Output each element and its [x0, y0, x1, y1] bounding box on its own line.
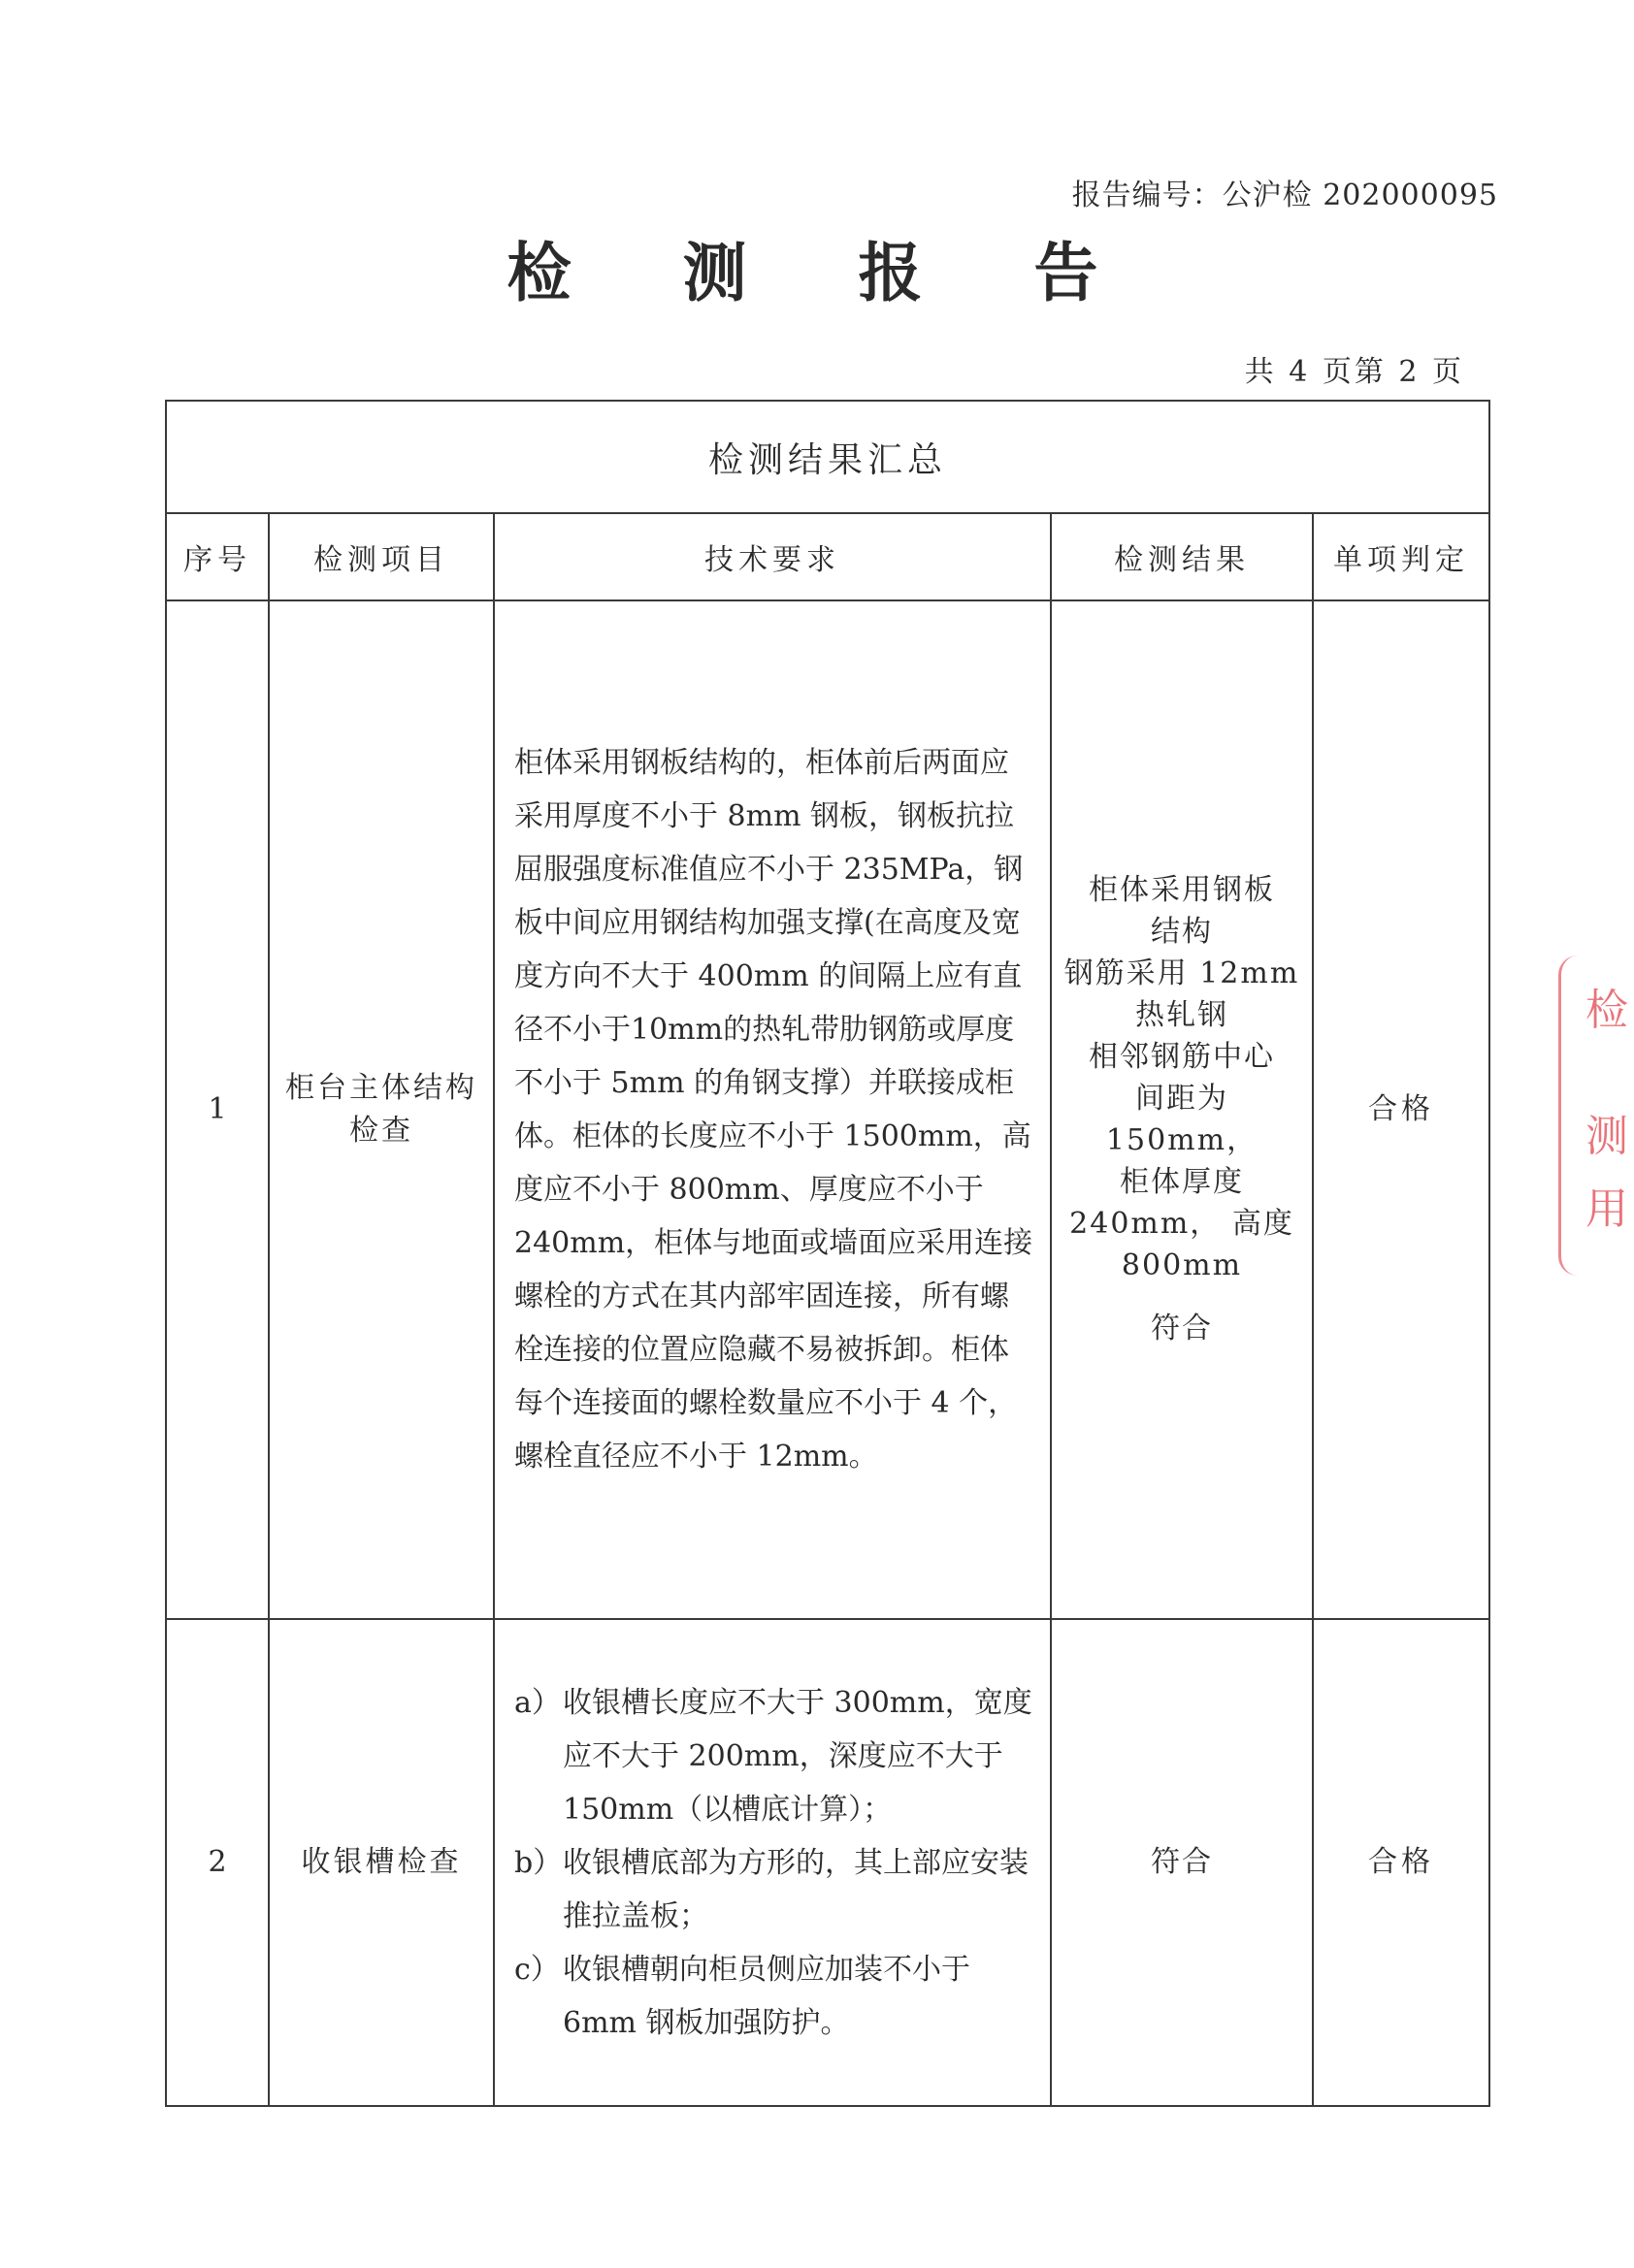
row-requirement: 柜体采用钢板结构的，柜体前后两面应采用厚度不小于 8mm 钢板，钢板抗拉屈服强度标准值应不小于 235MPa，钢板中间应用钢结构加强支撑(在高度及宽度方向不大于 400mm 的间隔上应有直径不小于10mm的热轧带肋钢筋或厚度不小于 5mm 的角钢支撑）并联接成柜体。柜体的长度应不小于 1500mm，高度应不小于 800mm、厚度应不小于 240mm，柜体与地面或墙面应采用连接螺栓的方式在其内部牢固连接，所有螺栓连接的位置应隐藏不易被拆卸。柜体每个连接面的螺栓数量应不小于 4 个，螺栓直径应不小于 12mm。: [494, 600, 1051, 1619]
requirement-list-item: [514, 1676, 1036, 1836]
column-header-requirement: 技术要求: [494, 513, 1051, 600]
row-result: [1051, 600, 1313, 1619]
table-header-row: [166, 513, 1489, 600]
result-line: 钢筋采用 12mm: [1063, 956, 1300, 990]
official-seal-stamp: [1558, 956, 1634, 1276]
report-title: 检 测 报 告: [507, 235, 1143, 310]
table-row: [166, 1619, 1489, 2106]
requirement-list-item: [514, 1836, 1036, 1943]
column-header-index: 序号: [166, 513, 269, 600]
result-line: 240mm， 高度: [1069, 1207, 1294, 1241]
row-item: 柜台主体结构检查: [269, 600, 494, 1619]
stamp-char: 检: [1585, 986, 1628, 1035]
page-indicator: 共 4 页第 2 页: [1244, 355, 1464, 389]
column-header-item: 检测项目: [269, 513, 494, 600]
stamp-char: 测: [1585, 1112, 1628, 1161]
row-index: 1: [166, 600, 269, 1619]
list-marker: b）: [514, 1845, 563, 1880]
result-line: 800mm: [1121, 1248, 1243, 1282]
result-line: 柜体采用钢板: [1089, 873, 1275, 907]
results-summary-table: [165, 400, 1490, 2107]
list-text: 收银槽朝向柜员侧应加装不小于 6mm 钢板加强防护。: [563, 1952, 970, 2040]
column-header-result: 检测结果: [1051, 513, 1313, 600]
report-number: 报告编号：公沪检 202000095: [1071, 178, 1498, 212]
requirement-list-item: [514, 1943, 1036, 2050]
row-requirement: [494, 1619, 1051, 2106]
result-status: 符合: [1151, 1312, 1213, 1345]
list-text: 收银槽底部为方形的，其上部应安装推拉盖板；: [563, 1845, 1029, 1933]
stamp-char: 用: [1585, 1184, 1628, 1234]
list-marker: a）: [514, 1685, 561, 1720]
row-result: 符合: [1051, 1619, 1313, 2106]
list-marker: c）: [514, 1952, 560, 1987]
result-line: 相邻钢筋中心: [1089, 1040, 1275, 1074]
row-judgement: 合格: [1313, 600, 1489, 1619]
row-judgement: 合格: [1313, 1619, 1489, 2106]
column-header-judgement: 单项判定: [1313, 513, 1489, 600]
row-item: 收银槽检查: [269, 1619, 494, 2106]
row-index: 2: [166, 1619, 269, 2106]
summary-title: 检测结果汇总: [166, 401, 1489, 513]
table-row: [166, 600, 1489, 1619]
result-line: 柜体厚度: [1120, 1165, 1244, 1199]
result-line: 热轧钢: [1135, 998, 1228, 1032]
result-line: 结构: [1151, 915, 1213, 949]
list-text: 收银槽长度应不大于 300mm，宽度应不大于 200mm，深度应不大于 150mm（以槽底计算）；: [563, 1685, 1032, 1827]
result-line: 间距为 150mm，: [1105, 1082, 1258, 1157]
